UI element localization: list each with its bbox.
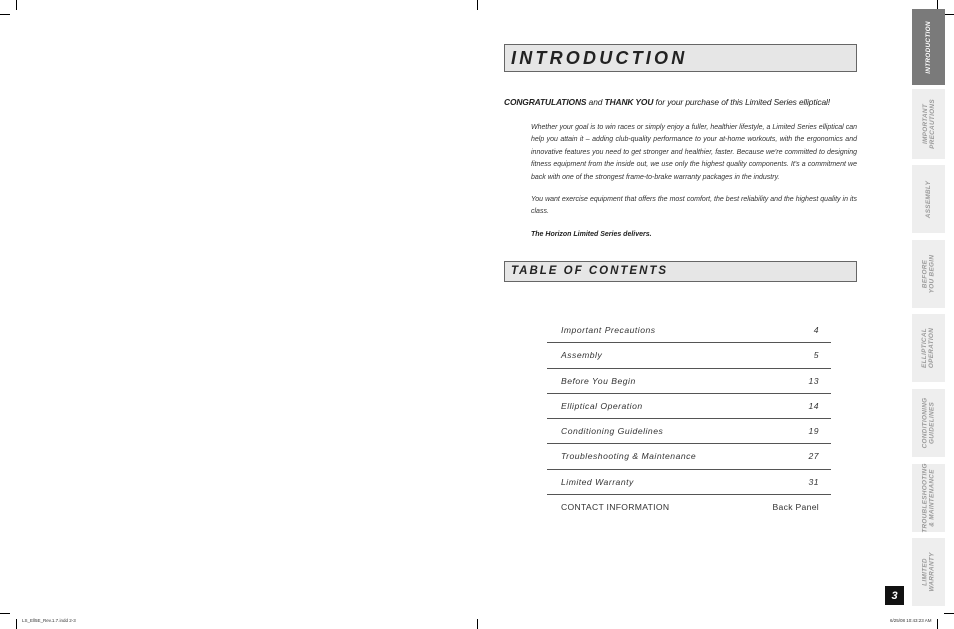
tab-elliptical-operation[interactable] xyxy=(912,314,945,382)
page-number: 3 xyxy=(885,586,904,605)
toc-page: 5 xyxy=(813,350,819,361)
tab-label: INTRODUCTION xyxy=(925,20,932,74)
crop-mark xyxy=(477,619,478,629)
toc-row[interactable] xyxy=(547,444,831,469)
intro-paragraph-2: You want exercise equipment that offers the most comfort, the best reliability and the highest quality in its class. xyxy=(531,196,857,216)
crop-mark xyxy=(16,0,17,10)
introduction-header xyxy=(504,44,857,72)
toc-page: 4 xyxy=(813,325,819,335)
tab-important-precautions[interactable] xyxy=(912,89,945,159)
tab-label: ELLIPTICAL OPERATION xyxy=(921,327,936,369)
crop-mark xyxy=(944,14,954,15)
tab-conditioning-guidelines[interactable] xyxy=(912,389,945,457)
toc-label: Important Precautions xyxy=(561,325,656,335)
tab-assembly[interactable] xyxy=(912,165,945,233)
tab-label: BEFORE YOU BEGIN xyxy=(921,254,936,294)
congrats-and: and xyxy=(586,97,605,107)
tab-label: IMPORTANT PRECAUTIONS xyxy=(921,99,936,149)
tab-before-you-begin[interactable] xyxy=(912,240,945,308)
congratulations-line xyxy=(504,97,864,107)
crop-mark xyxy=(0,613,10,614)
crop-mark xyxy=(944,613,954,614)
toc-page: 31 xyxy=(808,476,819,487)
congrats-rest: for your purchase of this Limited Series elliptical! xyxy=(653,97,830,107)
table-of-contents xyxy=(547,318,831,520)
toc-label: Conditioning Guidelines xyxy=(561,426,664,437)
slug-left: LS_Ell5E_Rev.1.7.indd 2-3 xyxy=(22,618,76,623)
crop-mark xyxy=(477,0,478,10)
congrats-bold-2: THANK YOU xyxy=(604,97,654,107)
toc-row-contact[interactable] xyxy=(547,495,831,520)
toc-label: Elliptical Operation xyxy=(561,400,643,411)
tab-label: TROUBLESHOOTING & MAINTENANCE xyxy=(921,463,936,533)
toc-row[interactable] xyxy=(547,394,831,419)
tab-limited-warranty[interactable] xyxy=(912,538,945,606)
tab-introduction[interactable] xyxy=(912,9,945,85)
crop-mark xyxy=(937,619,938,629)
toc-label: Troubleshooting & Maintenance xyxy=(561,451,697,462)
toc-page: 14 xyxy=(808,400,819,411)
tab-label: CONDITIONING GUIDELINES xyxy=(921,397,936,449)
tab-label: ASSEMBLY xyxy=(925,180,932,218)
crop-mark xyxy=(0,14,10,15)
toc-page: 19 xyxy=(808,426,819,437)
toc-row[interactable] xyxy=(547,343,831,368)
toc-page: 13 xyxy=(808,375,819,386)
toc-row[interactable] xyxy=(547,318,831,343)
tab-label: LIMITED WARRANTY xyxy=(921,552,936,592)
intro-paragraph-1: Whether your goal is to win races or simply enjoy a fuller, healthier lifestyle, a Limited Series elliptical can help you attain it – adding club-quality performance to your at-home workouts, with the ergonomics and innovative features you need to get stronger and healthier, faster. Because we're committed to designing fitness equipment from the inside out, we use only the highest quality components. It's a commitment we back with one of the strongest frame-to-brake warranty packages in the industry. xyxy=(531,124,857,181)
toc-header xyxy=(504,261,857,282)
slug-right: 6/25/08 10:43:23 AM xyxy=(890,618,932,623)
toc-page: 27 xyxy=(808,451,819,462)
toc-label: Limited Warranty xyxy=(561,476,634,487)
toc-title: TABLE OF CONTENTS xyxy=(511,265,669,277)
toc-label: Before You Begin xyxy=(561,375,636,386)
toc-label: Assembly xyxy=(561,350,603,361)
congrats-bold-1: CONGRATULATIONS xyxy=(504,97,587,107)
toc-row[interactable] xyxy=(547,470,831,495)
toc-label: CONTACT INFORMATION xyxy=(561,502,670,513)
tab-troubleshooting-maintenance[interactable] xyxy=(912,464,945,532)
crop-mark xyxy=(16,619,17,629)
intro-paragraph-3: The Horizon Limited Series delivers. xyxy=(531,231,652,238)
introduction-title: INTRODUCTION xyxy=(511,48,688,68)
toc-row[interactable] xyxy=(547,419,831,444)
toc-row[interactable] xyxy=(547,369,831,394)
toc-page: Back Panel xyxy=(772,502,819,513)
